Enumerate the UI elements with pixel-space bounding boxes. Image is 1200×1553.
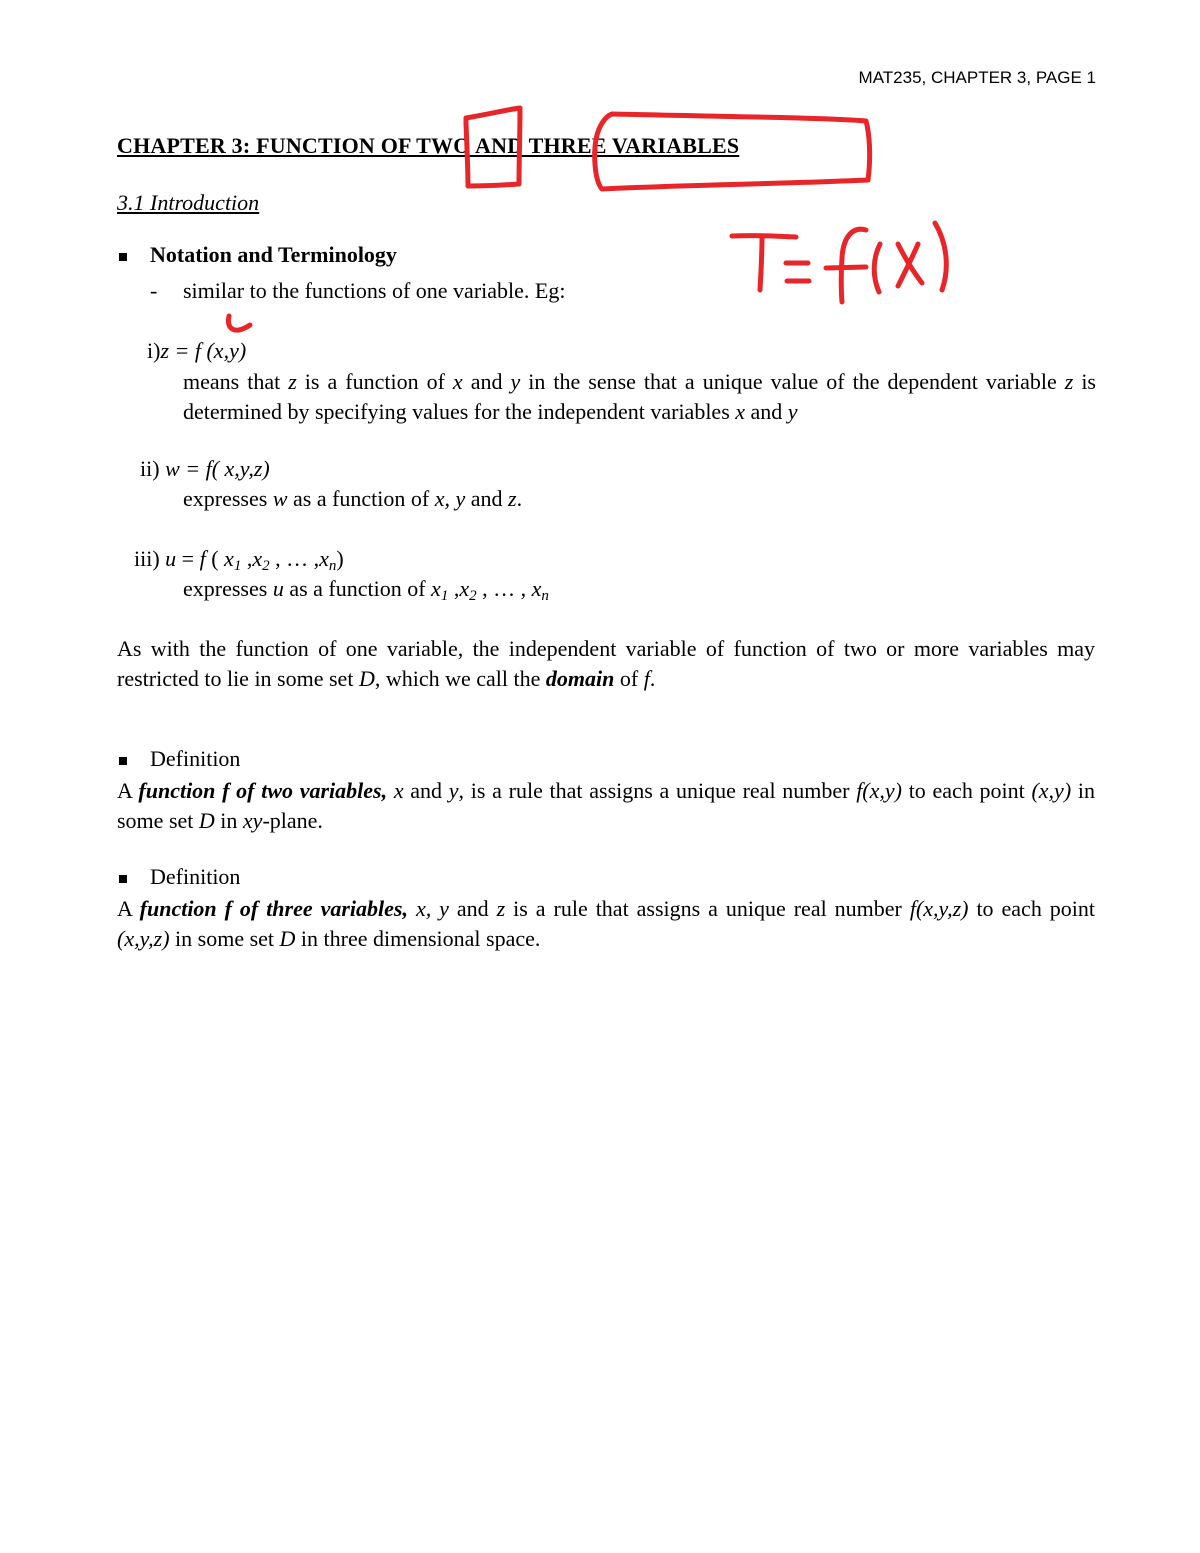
notation-intro: similar to the functions of one variable. Eg: <box>183 278 566 303</box>
definition-1-heading: Definition <box>150 746 241 771</box>
item-2-formula <box>140 456 270 482</box>
square-bullet-icon <box>119 757 127 765</box>
notation-heading: Notation and Terminology <box>150 242 397 267</box>
ink-equals <box>786 263 809 281</box>
definition-2-heading: Definition <box>150 864 241 889</box>
item-2-expression: w = f( x,y,z) <box>165 456 270 481</box>
item-1-formula <box>147 338 246 364</box>
ink-letter-f <box>826 229 866 302</box>
chapter-title: CHAPTER 3: FUNCTION OF TWO AND THREE VARIABLES <box>117 133 740 158</box>
ink-letter-x <box>898 244 922 286</box>
item-1-number: i) <box>147 338 161 363</box>
square-bullet-icon <box>119 875 127 883</box>
ink-close-paren <box>935 223 946 290</box>
item-2-description: expresses w as a function of x, y and z. <box>183 486 523 511</box>
definition-1-text: A function f of two variables, x and y, is a rule that assigns a unique real number f(x,y) to each point (x,y) in some set D in xy-plane. <box>117 778 1095 833</box>
square-bullet-icon <box>119 253 127 261</box>
ink-open-paren <box>874 244 880 292</box>
item-3-description: expresses u as a function of $x_1$ $,x_2$ , … , $x_n$ <box>183 576 549 604</box>
definition-2-text: A function f of three variables, x, y and z is a rule that assigns a unique real number f(x,y,z) to each point (x,y,z) in some set D in three dimensional space. <box>117 896 1095 951</box>
item-2-number: ii) <box>140 456 160 481</box>
ink-letter-t <box>732 236 796 290</box>
section-title: 3.1 Introduction <box>117 190 260 215</box>
item-1-expression: z = f (x,y) <box>160 338 247 363</box>
ink-check-mark <box>228 316 250 330</box>
item-3-number: iii) <box>134 546 160 571</box>
domain-paragraph: As with the function of one variable, the independent variable of function of two or more variables may restricted to lie in some set D, which we call the domain of f. <box>117 636 1095 691</box>
item-1-description: means that z is a function of x and y in the sense that a unique value of the dependent variable z is determined by specifying values for the independent variables x and y <box>183 369 1096 424</box>
page-header: MAT235, CHAPTER 3, PAGE 1 <box>858 68 1096 87</box>
dash-bullet: - <box>150 278 158 303</box>
item-3-formula: iii) u = f ( $x_1$ $,x_2$ , … $,x_n$) <box>134 546 344 574</box>
